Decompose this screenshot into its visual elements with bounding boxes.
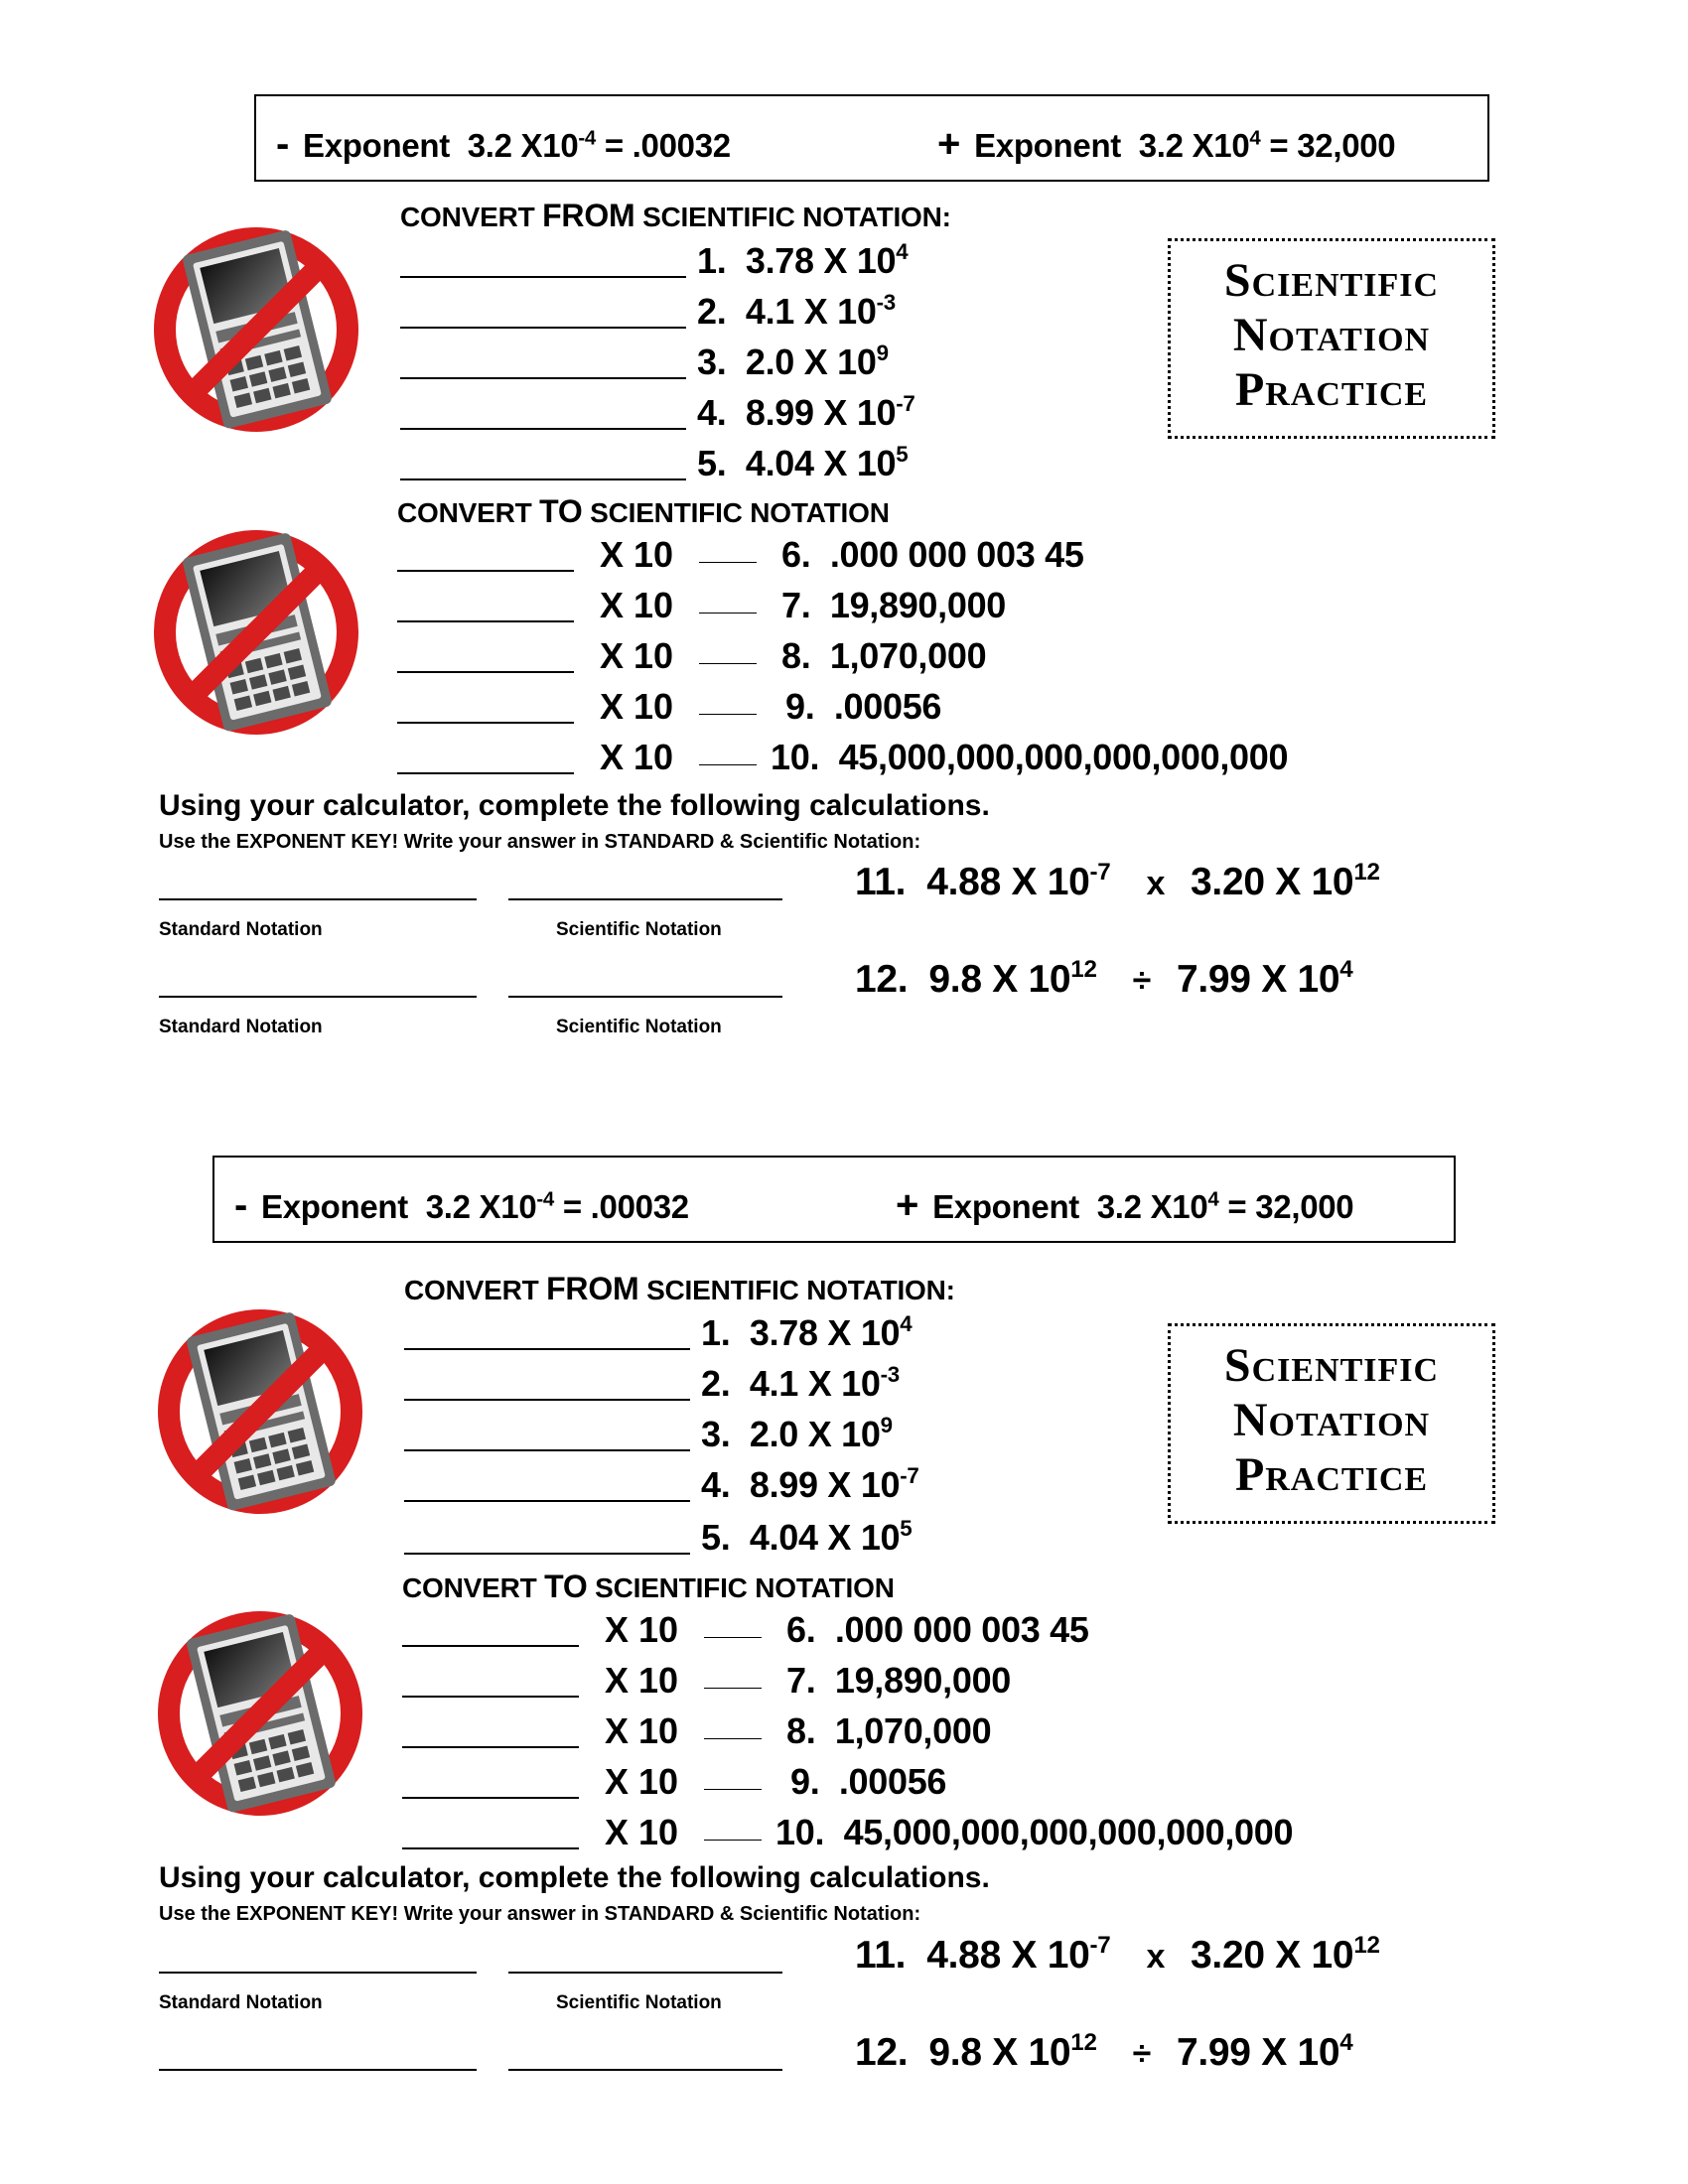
- item-10: 10. 45,000,000,000,000,000,000: [775, 1812, 1294, 1852]
- title-line-3: Practice: [1234, 363, 1429, 416]
- answer-blank-3[interactable]: [404, 1449, 690, 1451]
- multiply-operator: x: [1146, 1938, 1166, 1976]
- multiply-operator: x: [1146, 865, 1166, 902]
- label-scientific-notation: Scientific Notation: [556, 1992, 722, 2013]
- item-5: 5. 4.04 X $10^5$: [697, 442, 909, 483]
- x10-label: X 10: [605, 1710, 679, 1751]
- problem-11: 11. 4.88 X $10^{-7}$ x 3.20 X $10^{12}$: [855, 859, 1380, 903]
- heading-convert-to: CONVERT TO SCIENTIFIC NOTATION: [397, 493, 890, 529]
- item-10: 10. 45,000,000,000,000,000,000: [771, 737, 1289, 777]
- answer-blank-2[interactable]: [404, 1399, 690, 1401]
- answer-blank-1[interactable]: [400, 276, 686, 278]
- calculator-instructions-title: Using your calculator, complete the following calculations.: [159, 1861, 990, 1894]
- exponent-blank-9[interactable]: [699, 714, 757, 715]
- x10-label: X 10: [600, 686, 674, 727]
- negative-exponent-rule: - Exponent 3.2 $X10^{-4} = .00032$: [276, 122, 731, 166]
- calculator-instructions-subtitle: Use the EXPONENT KEY! Write your answer in STANDARD & Scientific Notation:: [159, 1903, 921, 1925]
- x10-label: X 10: [600, 737, 674, 777]
- scientific-notation-blank-11[interactable]: [508, 898, 782, 900]
- item-8: 8. 1,070,000: [781, 635, 987, 676]
- no-calculator-icon: [147, 523, 365, 742]
- answer-blank-5[interactable]: [400, 478, 686, 480]
- label-standard-notation: Standard Notation: [159, 919, 323, 940]
- scientific-notation-blank-11[interactable]: [508, 1972, 782, 1974]
- answer-blank-2[interactable]: [400, 327, 686, 329]
- exponent-rule-box: [254, 94, 1489, 182]
- title-line-1: Scientific: [1223, 254, 1440, 307]
- x10-label: X 10: [605, 1609, 679, 1650]
- x10-label: X 10: [600, 585, 674, 625]
- coefficient-blank-8[interactable]: [397, 671, 574, 673]
- answer-blank-4[interactable]: [400, 428, 686, 430]
- coefficient-blank-7[interactable]: [402, 1696, 579, 1698]
- item-6: 6. .000 000 003 45: [781, 534, 1084, 575]
- item-8: 8. 1,070,000: [786, 1710, 992, 1751]
- title-box: [1168, 1323, 1495, 1524]
- standard-notation-blank-11[interactable]: [159, 1972, 477, 1974]
- answer-blank-1[interactable]: [404, 1348, 690, 1350]
- negative-exponent-rule: - Exponent 3.2 $X10^{-4} = .00032$: [234, 1183, 689, 1227]
- title-line-2: Notation: [1232, 309, 1431, 361]
- item-2: 2. 4.1 X $10^{-3}$: [697, 290, 896, 332]
- exponent-blank-7[interactable]: [704, 1688, 762, 1689]
- minus-sign: -: [234, 1183, 248, 1227]
- label-standard-notation: Standard Notation: [159, 1992, 323, 2013]
- title-line-3: Practice: [1234, 1448, 1429, 1501]
- answer-blank-4[interactable]: [404, 1500, 690, 1502]
- coefficient-blank-8[interactable]: [402, 1746, 579, 1748]
- item-3: 3. 2.0 X $10^9$: [701, 1413, 893, 1454]
- title-line-1: Scientific: [1223, 1339, 1440, 1392]
- item-9: 9. .00056: [790, 1761, 947, 1802]
- item-4: 4. 8.99 X $10^{-7}$: [697, 391, 915, 433]
- calculator-instructions-subtitle: Use the EXPONENT KEY! Write your answer in STANDARD & Scientific Notation:: [159, 831, 921, 853]
- heading-convert-from: CONVERT FROM SCIENTIFIC NOTATION:: [400, 198, 951, 233]
- item-1: 1. 3.78 X $10^4$: [701, 1311, 913, 1353]
- standard-notation-blank-12[interactable]: [159, 996, 477, 998]
- coefficient-blank-6[interactable]: [397, 570, 574, 572]
- coefficient-blank-10[interactable]: [397, 772, 574, 774]
- heading-convert-from: CONVERT FROM SCIENTIFIC NOTATION:: [404, 1271, 955, 1306]
- item-5: 5. 4.04 X $10^5$: [701, 1516, 913, 1558]
- item-4: 4. 8.99 X $10^{-7}$: [701, 1463, 919, 1505]
- x10-label: X 10: [605, 1660, 679, 1701]
- item-2: 2. 4.1 X $10^{-3}$: [701, 1362, 900, 1404]
- coefficient-blank-7[interactable]: [397, 620, 574, 622]
- coefficient-blank-9[interactable]: [402, 1797, 579, 1799]
- standard-notation-blank-12[interactable]: [159, 2069, 477, 2071]
- positive-exponent-rule: + Exponent 3.2 $X10^4 = 32,000$: [896, 1183, 1354, 1227]
- answer-blank-3[interactable]: [400, 377, 686, 379]
- scientific-notation-blank-12[interactable]: [508, 996, 782, 998]
- calculator-instructions-title: Using your calculator, complete the following calculations.: [159, 789, 990, 822]
- standard-notation-blank-11[interactable]: [159, 898, 477, 900]
- plus-sign: +: [896, 1183, 919, 1227]
- label-scientific-notation: Scientific Notation: [556, 919, 722, 940]
- label-standard-notation: Standard Notation: [159, 1017, 323, 1037]
- label-scientific-notation: Scientific Notation: [556, 1017, 722, 1037]
- item-6: 6. .000 000 003 45: [786, 1609, 1089, 1650]
- problem-12: 12. 9.8 X $10^{12} \div 7.99$ X $10^4$: [855, 956, 1353, 1001]
- exponent-blank-8[interactable]: [699, 663, 757, 664]
- x10-label: X 10: [605, 1761, 679, 1802]
- answer-blank-5[interactable]: [404, 1553, 690, 1555]
- item-3: 3. 2.0 X $10^9$: [697, 341, 889, 382]
- x10-label: X 10: [605, 1812, 679, 1852]
- item-7: 7. 19,890,000: [786, 1660, 1012, 1701]
- exponent-blank-6[interactable]: [699, 562, 757, 563]
- problem-12: 12. 9.8 X $10^{12} \div 7.99$ X $10^4$: [855, 2029, 1353, 2074]
- exponent-blank-10[interactable]: [699, 764, 757, 765]
- coefficient-blank-10[interactable]: [402, 1847, 579, 1849]
- coefficient-blank-6[interactable]: [402, 1645, 579, 1647]
- exponent-blank-7[interactable]: [699, 613, 757, 614]
- x10-label: X 10: [600, 635, 674, 676]
- scientific-notation-blank-12[interactable]: [508, 2069, 782, 2071]
- item-9: 9. .00056: [785, 686, 942, 727]
- plus-sign: +: [937, 122, 961, 166]
- positive-exponent-rule: + Exponent 3.2 $X10^4 = 32,000$: [937, 122, 1396, 166]
- no-calculator-icon: [151, 1604, 369, 1823]
- exponent-rule-box: [212, 1156, 1456, 1243]
- exponent-blank-10[interactable]: [704, 1840, 762, 1841]
- exponent-blank-9[interactable]: [704, 1789, 762, 1790]
- divide-operator: ÷: [1132, 2035, 1151, 2073]
- no-calculator-icon: [151, 1302, 369, 1521]
- title-box: [1168, 238, 1495, 439]
- divide-operator: ÷: [1132, 962, 1151, 1000]
- no-calculator-icon: [147, 220, 365, 439]
- heading-convert-to: CONVERT TO SCIENTIFIC NOTATION: [402, 1569, 895, 1604]
- title-line-2: Notation: [1232, 1394, 1431, 1446]
- item-1: 1. 3.78 X $10^4$: [697, 239, 909, 281]
- x10-label: X 10: [600, 534, 674, 575]
- minus-sign: -: [276, 122, 290, 166]
- exponent-blank-6[interactable]: [704, 1637, 762, 1638]
- problem-11: 11. 4.88 X $10^{-7}$ x 3.20 X $10^{12}$: [855, 1932, 1380, 1977]
- exponent-blank-8[interactable]: [704, 1738, 762, 1739]
- coefficient-blank-9[interactable]: [397, 722, 574, 724]
- item-7: 7. 19,890,000: [781, 585, 1007, 625]
